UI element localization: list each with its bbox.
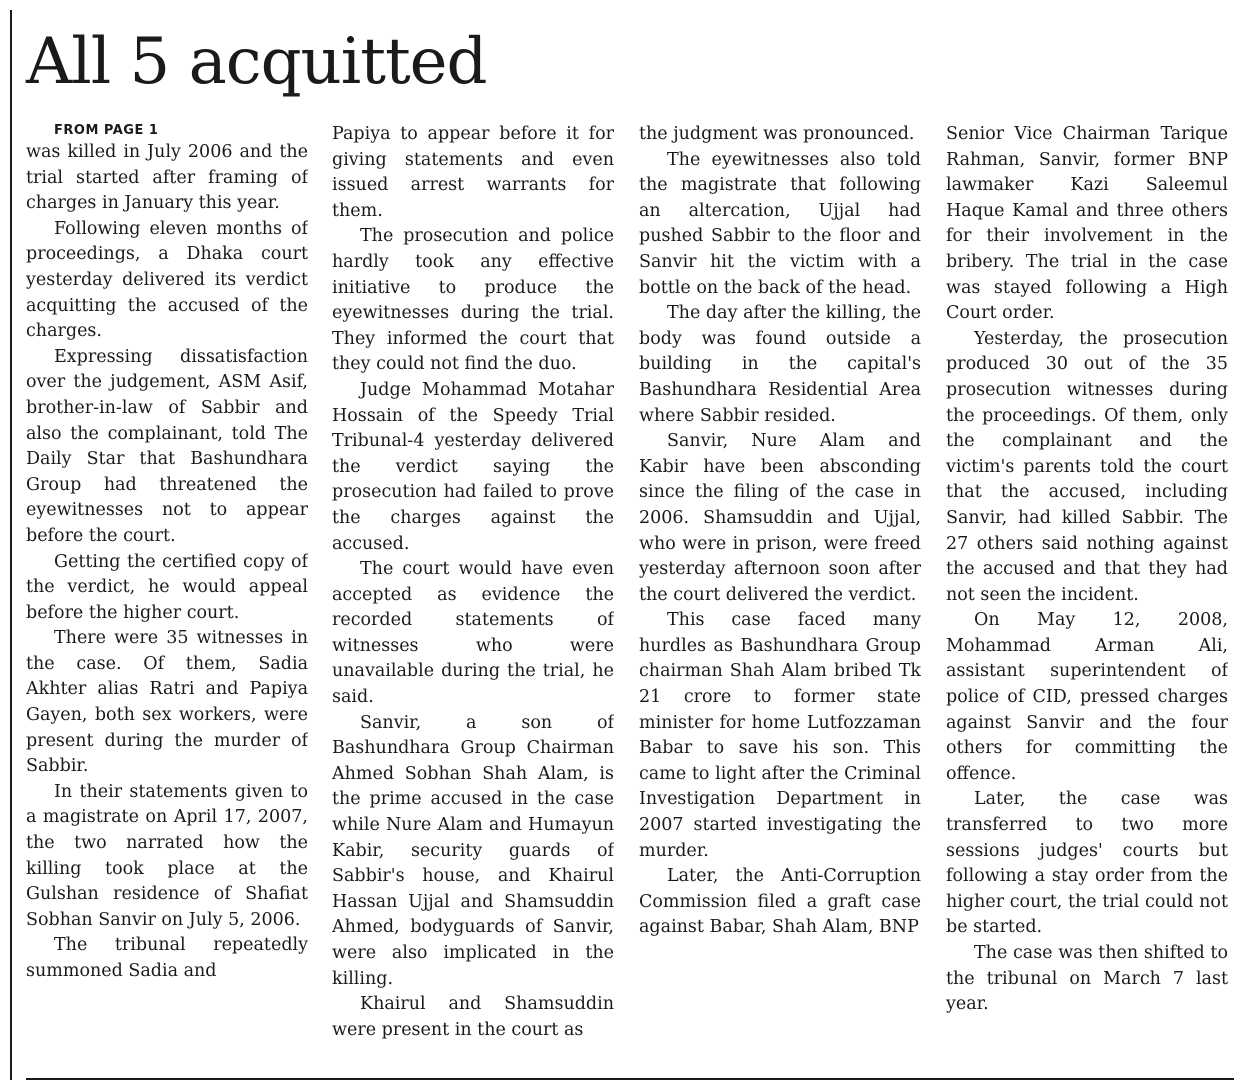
paragraph: the judgment was pronounced. <box>639 124 915 144</box>
article-column-1 <box>26 122 308 1072</box>
paragraph: The court would have even accepted as evidence the recorded statements of witnesses who were unavailable during the trial, he said. <box>332 559 614 708</box>
paragraph: There were 35 witnesses in the case. Of them, Sadia Akhter alias Ratri and Papiya Gayen, both sex workers, were present during the murder of Sabbir. <box>26 628 308 777</box>
paragraph: Senior Vice Chairman Tarique Rahman, Sanvir, former BNP lawmaker Kazi Saleemul Haque Kamal and three others for their involvement in the bribery. The trial in the case was stayed following a High Court order. <box>946 124 1228 324</box>
paragraph: Following eleven months of proceedings, a Dhaka court yesterday delivered its verdict acquitting the accused of the charges. <box>26 218 308 342</box>
paragraph: The day after the killing, the body was found outside a building in the capital's Bashundhara Residential Area where Sabbir resided. <box>639 303 921 426</box>
article-body <box>26 122 1230 1072</box>
headline: All 5 acquitted <box>26 25 487 99</box>
paragraph: The prosecution and police hardly took any effective initiative to produce the eyewitnesses during the trial. They informed the court that they could not find the duo. <box>332 226 614 375</box>
paragraph: Expressing dissatisfaction over the judgement, ASM Asif, brother-in-law of Sabbir and also the complainant, told The Daily Star that Bashundhara Group had threatened the eyewitnesses not to appear before the court. <box>26 346 308 546</box>
paragraph: Yesterday, the prosecution produced 30 out of the 35 prosecution witnesses during the proceedings. Of them, only the complainant and the victim's parents told the court that the accused, including Sanvir, had killed Sabbir. The 27 others said nothing against the accused and that they had not seen the incident. <box>946 328 1228 605</box>
paragraph: The tribunal repeatedly summoned Sadia and <box>26 935 308 981</box>
paragraph: The eyewitnesses also told the magistrate that following an altercation, Ujjal had pushed Sabbir to the floor and Sanvir hit the victim with a bottle on the back of the head. <box>639 149 921 298</box>
article-column-3 <box>639 122 921 1072</box>
kicker: FROM PAGE 1 <box>54 123 159 138</box>
paragraph: was killed in July 2006 and the trial started after framing of charges in January this year. <box>26 142 308 214</box>
paragraph: Khairul and Shamsuddin were present in the court as <box>332 994 614 1040</box>
paragraph: Sanvir, a son of Bashundhara Group Chairman Ahmed Sobhan Shah Alam, is the prime accused in the case while Nure Alam and Humayun Kabir, security guards of Sabbir's house, and Khairul Hassan Ujjal and Shamsuddin Ahmed, bodyguards of Sanvir, were also implicated in the killing. <box>332 712 614 989</box>
article-column-4 <box>946 122 1228 1072</box>
paragraph: Papiya to appear before it for giving statements and even issued arrest warrants for them. <box>332 124 614 221</box>
paragraph: This case faced many hurdles as Bashundhara Group chairman Shah Alam bribed Tk 21 crore to former state minister for home Lutfozzaman Babar to save his son. This came to light after the Criminal Investigation Department in 2007 started investigating the murder. <box>639 610 921 861</box>
paragraph: On May 12, 2008, Mohammad Arman Ali, assistant superintendent of police of CID, pressed charges against Sanvir and the four others for committing the offence. <box>946 610 1228 784</box>
paragraph: Getting the certified copy of the verdict, he would appeal before the higher court. <box>26 551 308 623</box>
paragraph: In their statements given to a magistrate on April 17, 2007, the two narrated how the killing took place at the Gulshan residence of Shafiat Sobhan Sanvir on July 5, 2006. <box>26 781 308 930</box>
article-column-2 <box>332 122 614 1072</box>
paragraph: Judge Mohammad Motahar Hossain of the Speedy Trial Tribunal-4 yesterday delivered the verdict saying the prosecution had failed to prove the charges against the accused. <box>332 379 614 554</box>
paragraph: Later, the case was transferred to two more sessions judges' courts but following a stay order from the higher court, the trial could not be started. <box>946 789 1228 938</box>
left-column-rule <box>10 10 12 1080</box>
paragraph: The case was then shifted to the tribunal on March 7 last year. <box>946 943 1228 1015</box>
bottom-rule <box>26 1078 1234 1080</box>
paragraph: Later, the Anti-Corruption Commission filed a graft case against Babar, Shah Alam, BNP <box>639 866 921 938</box>
paragraph: Sanvir, Nure Alam and Kabir have been absconding since the filing of the case in 2006. Shamsuddin and Ujjal, who were in prison, were freed yesterday afternoon soon after the court delivered the verdict. <box>639 431 921 605</box>
